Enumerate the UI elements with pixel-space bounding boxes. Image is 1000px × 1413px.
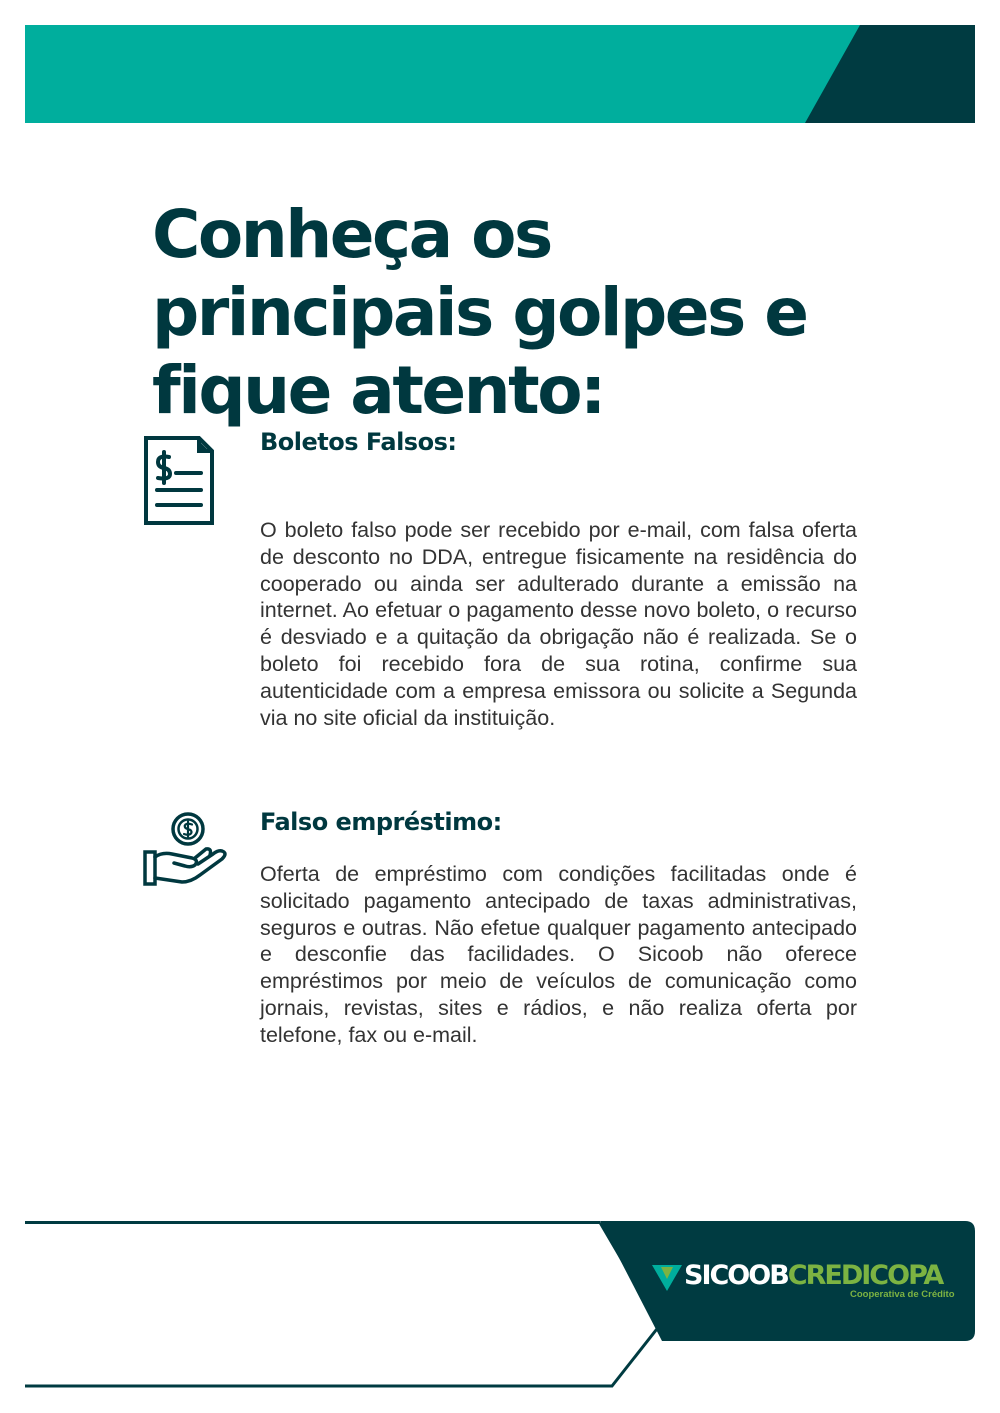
section-heading-boletos: Boletos Falsos: bbox=[260, 428, 457, 456]
logo-wordmark bbox=[684, 1259, 942, 1293]
section-body-boletos: O boleto falso pode ser recebido por e-mail, com falsa oferta de desconto no DDA, entregue fisicamente na residência do cooperado ou ainda ser adulterado durante a emissão na internet. Ao efetuar o pagamento desse novo boleto, o recurso é desviado e a quitação da obrigação não é realizada. Se o boleto foi recebido fora de sua rotina, confirme sua autenticidade com a empresa emissora ou solicite a Segunda via no site oficial da instituição. bbox=[260, 518, 857, 730]
footer-decoration bbox=[0, 1215, 1000, 1395]
logo-word-sicoob: SICOOB bbox=[684, 1260, 788, 1291]
hand-coin-icon bbox=[142, 812, 230, 888]
sicoob-logo-icon bbox=[652, 1265, 682, 1291]
logo-tagline: Cooperativa de Crédito bbox=[850, 1289, 955, 1300]
logo-word-credicopa: CREDICOPA bbox=[787, 1260, 943, 1291]
page-title: Conheça os principais golpes e fique atento: bbox=[152, 196, 807, 429]
top-banner bbox=[25, 25, 975, 123]
section-body-emprestimo: Oferta de empréstimo com condições facilitadas onde é solicitado pagamento antecipado de taxas administrativas, seguros e outras. Não efetue qualquer pagamento antecipado e desconfie das facilidades. O Sicoob não oferece empréstimos por meio de veículos de comunicação como jornais, revistas, sites e rádios, e não realiza oferta por telefone, fax ou e-mail. bbox=[260, 862, 857, 1047]
invoice-dollar-icon bbox=[143, 435, 215, 527]
section-heading-emprestimo: Falso empréstimo: bbox=[260, 808, 502, 836]
